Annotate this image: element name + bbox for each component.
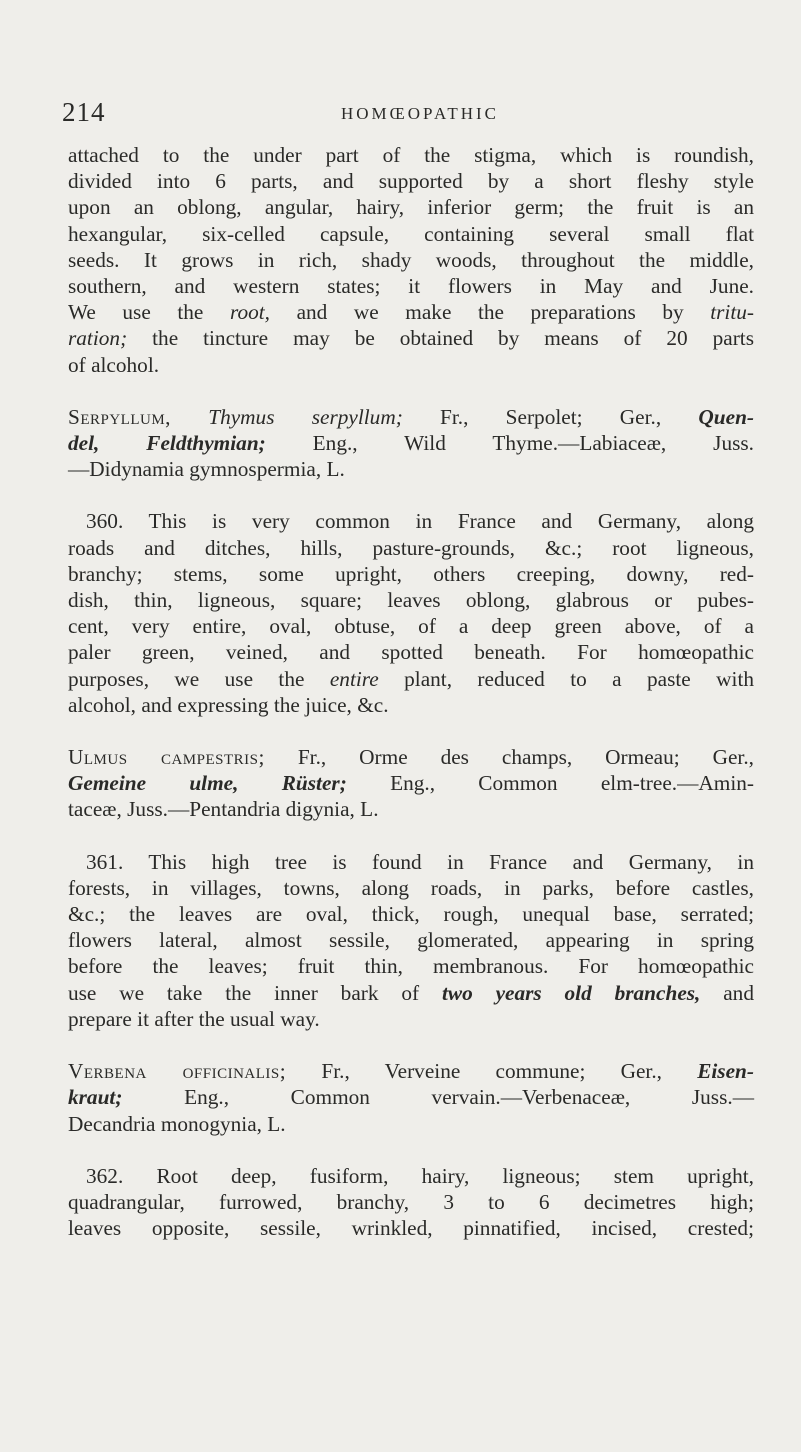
text-line: quadrangular, furrowed, branchy, 3 to 6 decimetres high; [68,1189,754,1214]
botanical-name: Thymus serpyllum; [208,404,403,429]
text-run: and we make the preparations by [270,300,711,325]
text-line: 361. This high tree is found in France and Germany, in [86,849,754,874]
text-line [68,1058,754,1084]
text-run: the tincture may be obtained by means of 20 parts [127,326,754,351]
text-run: Fr., Verveine commune; Ger., [286,1059,698,1084]
text-line [68,430,754,456]
text-line: —Didynamia gymnospermia, L. [68,457,345,482]
german-name: Quen- [698,404,755,429]
entry-heading-verbena [68,1058,754,1137]
text-line [68,325,754,351]
italic-term: entire [329,666,379,691]
text-line: before the leaves; fruit thin, membranous. For homœopathic [68,954,754,979]
text-line: southern, and western states; it flowers in May and June. [68,274,754,299]
text-line [68,299,754,325]
text-line: roads and ditches, hills, pasture-grounds, &c.; root ligneous, [68,535,754,560]
text-line: alcohol, and expressing the juice, &c. [68,692,389,717]
text-line: of alcohol. [68,352,160,377]
text-line: Decandria monogynia, L. [68,1111,286,1136]
text-line: flowers lateral, almost sessile, glomerated, appearing in spring [68,928,754,953]
text-run: plant, reduced to a paste with [378,666,755,691]
body-text [68,142,754,1241]
text-line: seeds. It grows in rich, shady woods, throughout the middle, [68,247,754,272]
text-line: dish, thin, ligneous, square; leaves oblong, glabrous or pubes- [68,588,754,613]
text-line [68,666,754,692]
german-name: del, Feldthymian; [68,431,266,456]
text-run: Eng., Common elm-tree.—Amin- [346,771,755,796]
text-line: branchy; stems, some upright, others creeping, downy, red- [68,561,754,586]
text-line: prepare it after the usual way. [68,1006,320,1031]
italic-term: root, [229,300,270,325]
text-run: We use the [68,300,230,325]
entry-heading-serpyllum [68,404,754,483]
text-line [68,1084,754,1110]
text-run: Eng., Wild Thyme.—Labiaceæ, Juss. [265,431,754,456]
text-line: divided into 6 parts, and supported by a short fleshy style [68,169,754,194]
text-line: leaves opposite, sessile, wrinkled, pinnatified, incised, crested; [68,1216,754,1241]
text-run: Fr., Orme des champs, Ormeau; Ger., [264,745,754,770]
text-line: attached to the under part of the stigma, which is roundish, [68,143,754,167]
plant-name: Verbena officinalis; [68,1059,287,1084]
paragraph-360 [68,508,754,718]
text-line [68,980,754,1006]
paragraph-361 [68,849,754,1032]
plant-name: Serpyllum, [68,404,172,429]
text-line: &c.; the leaves are oval, thick, rough, unequal base, serrated; [68,902,754,927]
text-line: cent, very entire, oval, obtuse, of a deep green above, of a [68,614,754,639]
german-name: Eisen- [697,1059,754,1084]
entry-heading-ulmus [68,744,754,823]
text-line [68,404,754,430]
text-run: purposes, we use the [68,666,330,691]
paragraph-362 [68,1163,754,1242]
text-line: 360. This is very common in France and Germany, along [86,509,754,534]
text-line: upon an oblong, angular, hairy, inferior germ; the fruit is an [68,195,754,220]
page-header [62,97,762,127]
italic-term: ration; [68,326,128,351]
text-run: and [700,980,754,1005]
text-run: Fr., Serpolet; Ger., [402,404,699,429]
text-line: forests, in villages, towns, along roads, in parks, before castles, [68,875,754,900]
text-line [68,770,754,796]
german-name: kraut; [68,1085,123,1110]
text-run: use we take the inner bark of [68,980,442,1005]
plant-name: Ulmus campestris; [68,745,265,770]
text-line: taceæ, Juss.—Pentandria digynia, L. [68,797,379,822]
italic-term: tritu- [710,300,754,325]
german-name: Gemeine ulme, Rüster; [68,771,347,796]
running-head: HOMŒOPATHIC [341,104,500,123]
text-line: hexangular, six-celled capsule, containing several small flat [68,221,754,246]
text-line: 362. Root deep, fusiform, hairy, ligneous; stem upright, [86,1163,754,1188]
italic-term: two years old branches, [441,980,701,1005]
text-run: Eng., Common vervain.—Verbenaceæ, Juss.— [122,1085,754,1110]
page-number: 214 [62,97,106,127]
paragraph-continuation [68,142,754,378]
text-line: paler green, veined, and spotted beneath. For homœopathic [68,640,754,665]
text-line [68,744,754,770]
